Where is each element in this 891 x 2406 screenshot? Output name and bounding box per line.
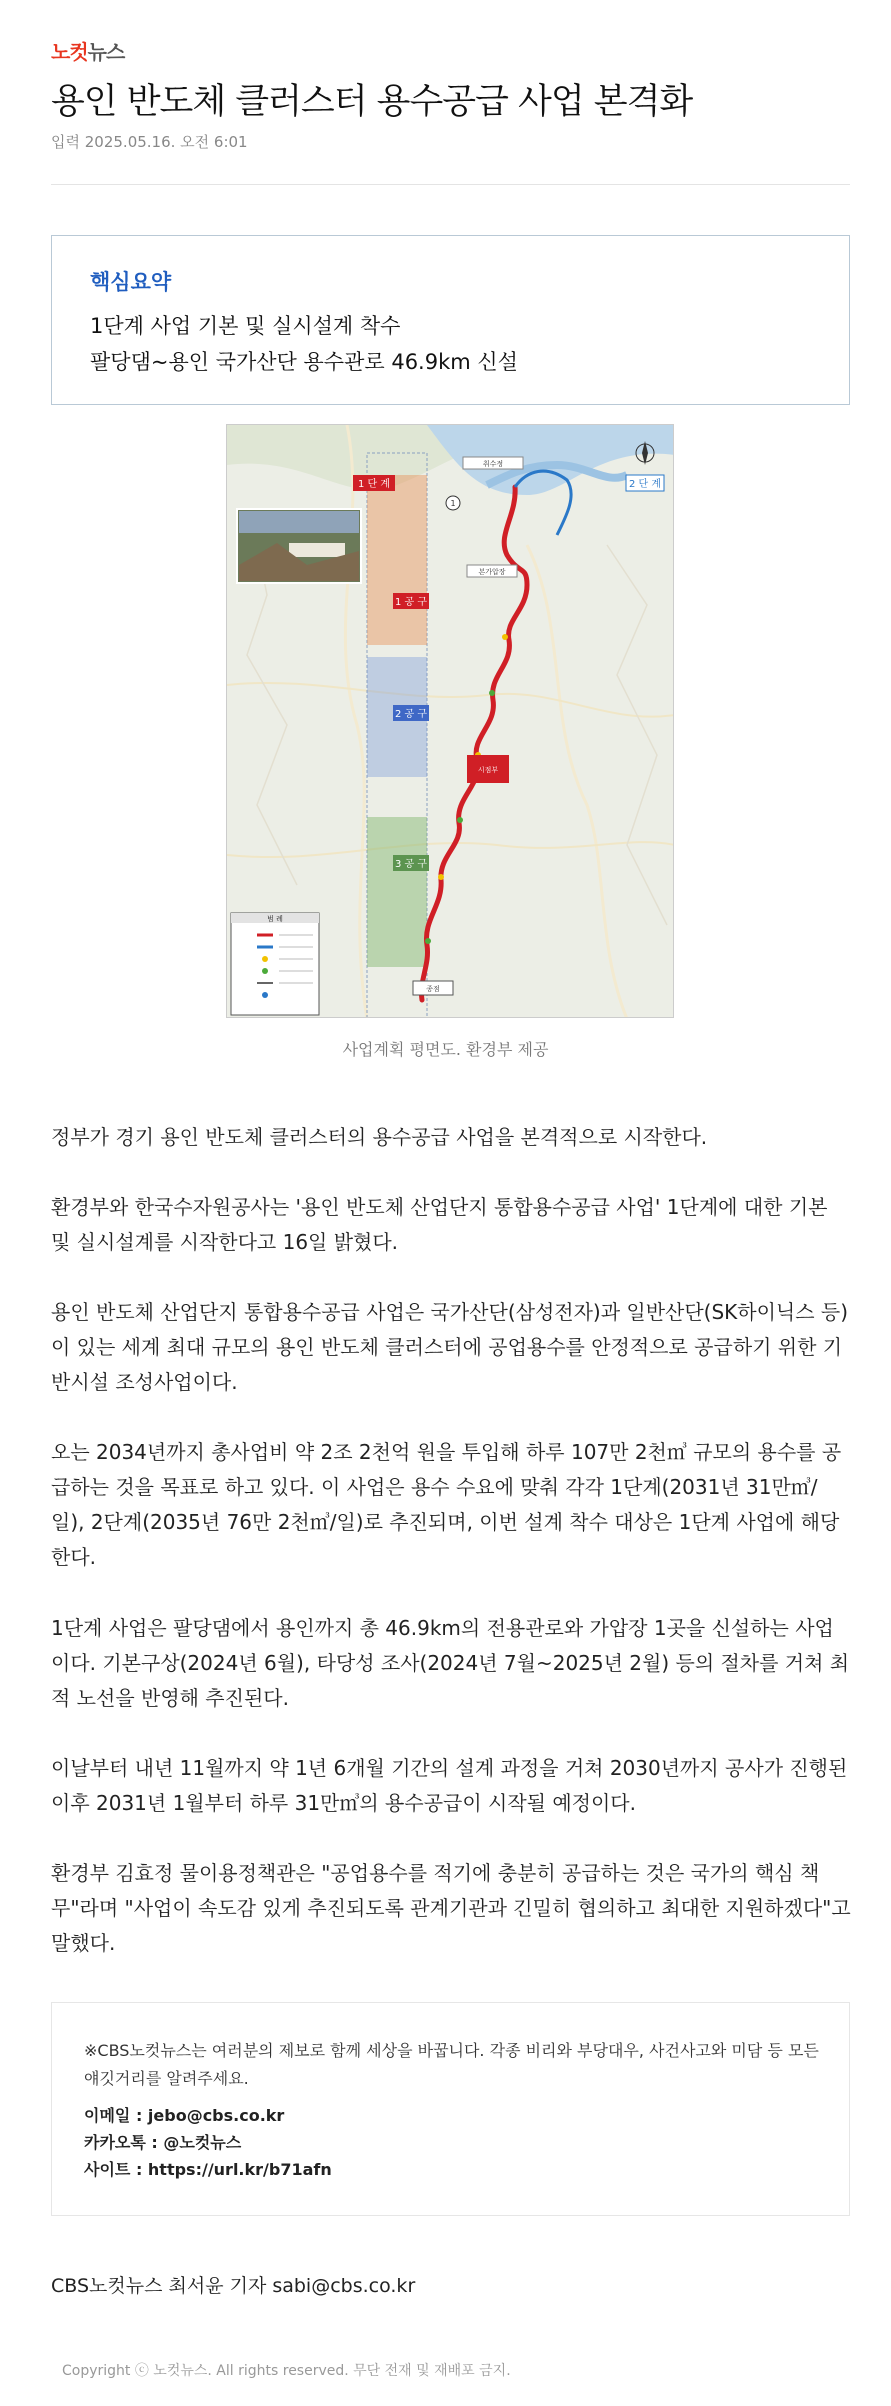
article-byline: 입력 2025.05.16. 오전 6:01 [51, 133, 248, 151]
map-legend-title: 범 례 [267, 915, 283, 923]
article-paragraph: 환경부와 한국수자원공사는 '용인 반도체 산업단지 통합용수공급 사업' 1단계에 대한 기본 및 실시설계를 시작한다고 16일 밝혔다. [51, 1195, 828, 1254]
map-label-pump: 본가압장 [478, 568, 506, 576]
brand-logo-part2: 뉴스 [87, 40, 125, 64]
article-paragraph: 1단계 사업은 팔당댐에서 용인까지 총 46.9km의 전용관로와 가압장 1곳을 신설하는 사업이다. 기본구상(2024년 6월), 타당성 조사(2024년 7월~2025년 2월) 등의 절차를 거쳐 최적 노선을 반영해 추진된다. [51, 1616, 850, 1710]
summary-label: 핵심요약 [90, 270, 172, 294]
tip-kakaotalk[interactable]: 카카오톡 : @노컷뉴스 [84, 2133, 242, 2152]
tip-email[interactable]: 이메일 : jebo@cbs.co.kr [84, 2106, 285, 2125]
map-label-section1: 1 공 구 [394, 597, 428, 608]
svg-text:1: 1 [450, 499, 456, 508]
project-map-graphic [227, 425, 674, 1018]
tip-website-link[interactable]: 사이트 : https://url.kr/b71afn [84, 2160, 332, 2179]
article-paragraph: 정부가 경기 용인 반도체 클러스터의 용수공급 사업을 본격적으로 시작한다. [51, 1125, 708, 1149]
article-paragraph: 용인 반도체 산업단지 통합용수공급 사업은 국가산단(삼성전자)과 일반산단(SK하이닉스 등)이 있는 세계 최대 규모의 용인 반도체 클러스터에 공업용수를 안정적으로 공급하기 위한 기반시설 조성사업이다. [51, 1300, 849, 1394]
summary-item: 팔당댐~용인 국가산단 용수관로 46.9km 신설 [90, 350, 518, 374]
map-label-start: 시점부 [477, 766, 499, 774]
header-divider [51, 184, 850, 185]
article-paragraph: 환경부 김효정 물이용정책관은 "공업용수를 적기에 충분히 공급하는 것은 국가의 핵심 책무"라며 "사업이 속도감 있게 추진되도록 관계기관과 긴밀히 협의하고 최대한 지원하겠다"고 말했다. [51, 1861, 851, 1955]
tip-notice-text: ※CBS노컷뉴스는 여러분의 제보로 함께 세상을 바꿉니다. 각종 비리와 부당대우, 사건사고와 미담 등 모든 얘깃거리를 알려주세요. [84, 2041, 819, 2088]
figure-caption: 사업계획 평면도. 환경부 제공 [342, 1040, 549, 1059]
key-summary-box [51, 235, 850, 405]
map-label-end: 종점 [426, 985, 440, 993]
copyright-notice: Copyright ⓒ 노컷뉴스. All rights reserved. 무단 전재 및 재배포 금지. [62, 2363, 511, 2379]
summary-item: 1단계 사업 기본 및 실시설계 착수 [90, 314, 401, 338]
article-paragraph: 오는 2034년까지 총사업비 약 2조 2천억 원을 투입해 하루 107만 2천㎥ 규모의 용수를 공급하는 것을 목표로 하고 있다. 이 사업은 용수 수요에 맞춰 각각 1단계(2031년 31만㎥/일), 2단계(2035년 76만 2천㎥/일)로 추진되며, 이번 설계 착수 대상은 1단계 사업에 해당한다. [51, 1440, 842, 1569]
tip-notice-box [51, 2002, 850, 2216]
reporter-credit: CBS노컷뉴스 최서윤 기자 sabi@cbs.co.kr [51, 2275, 416, 2297]
map-label-section2: 2 공 구 [394, 709, 428, 720]
map-label-intake: 취수정 [482, 460, 504, 468]
map-label-stage1: 1 단 계 [357, 479, 391, 490]
brand-logo[interactable] [51, 36, 124, 65]
map-label-section3: 3 공 구 [394, 859, 428, 870]
map-label-stage2: 2 단 계 [628, 479, 662, 490]
article-paragraph: 이날부터 내년 11월까지 약 1년 6개월 기간의 설계 과정을 거쳐 2030년까지 공사가 진행된 이후 2031년 1월부터 하루 31만㎥의 용수공급이 시작될 예정이다. [51, 1756, 848, 1815]
brand-logo-part1: 노컷 [51, 40, 88, 64]
article-title: 용인 반도체 클러스터 용수공급 사업 본격화 [51, 82, 693, 122]
project-map-image[interactable] [226, 424, 674, 1018]
